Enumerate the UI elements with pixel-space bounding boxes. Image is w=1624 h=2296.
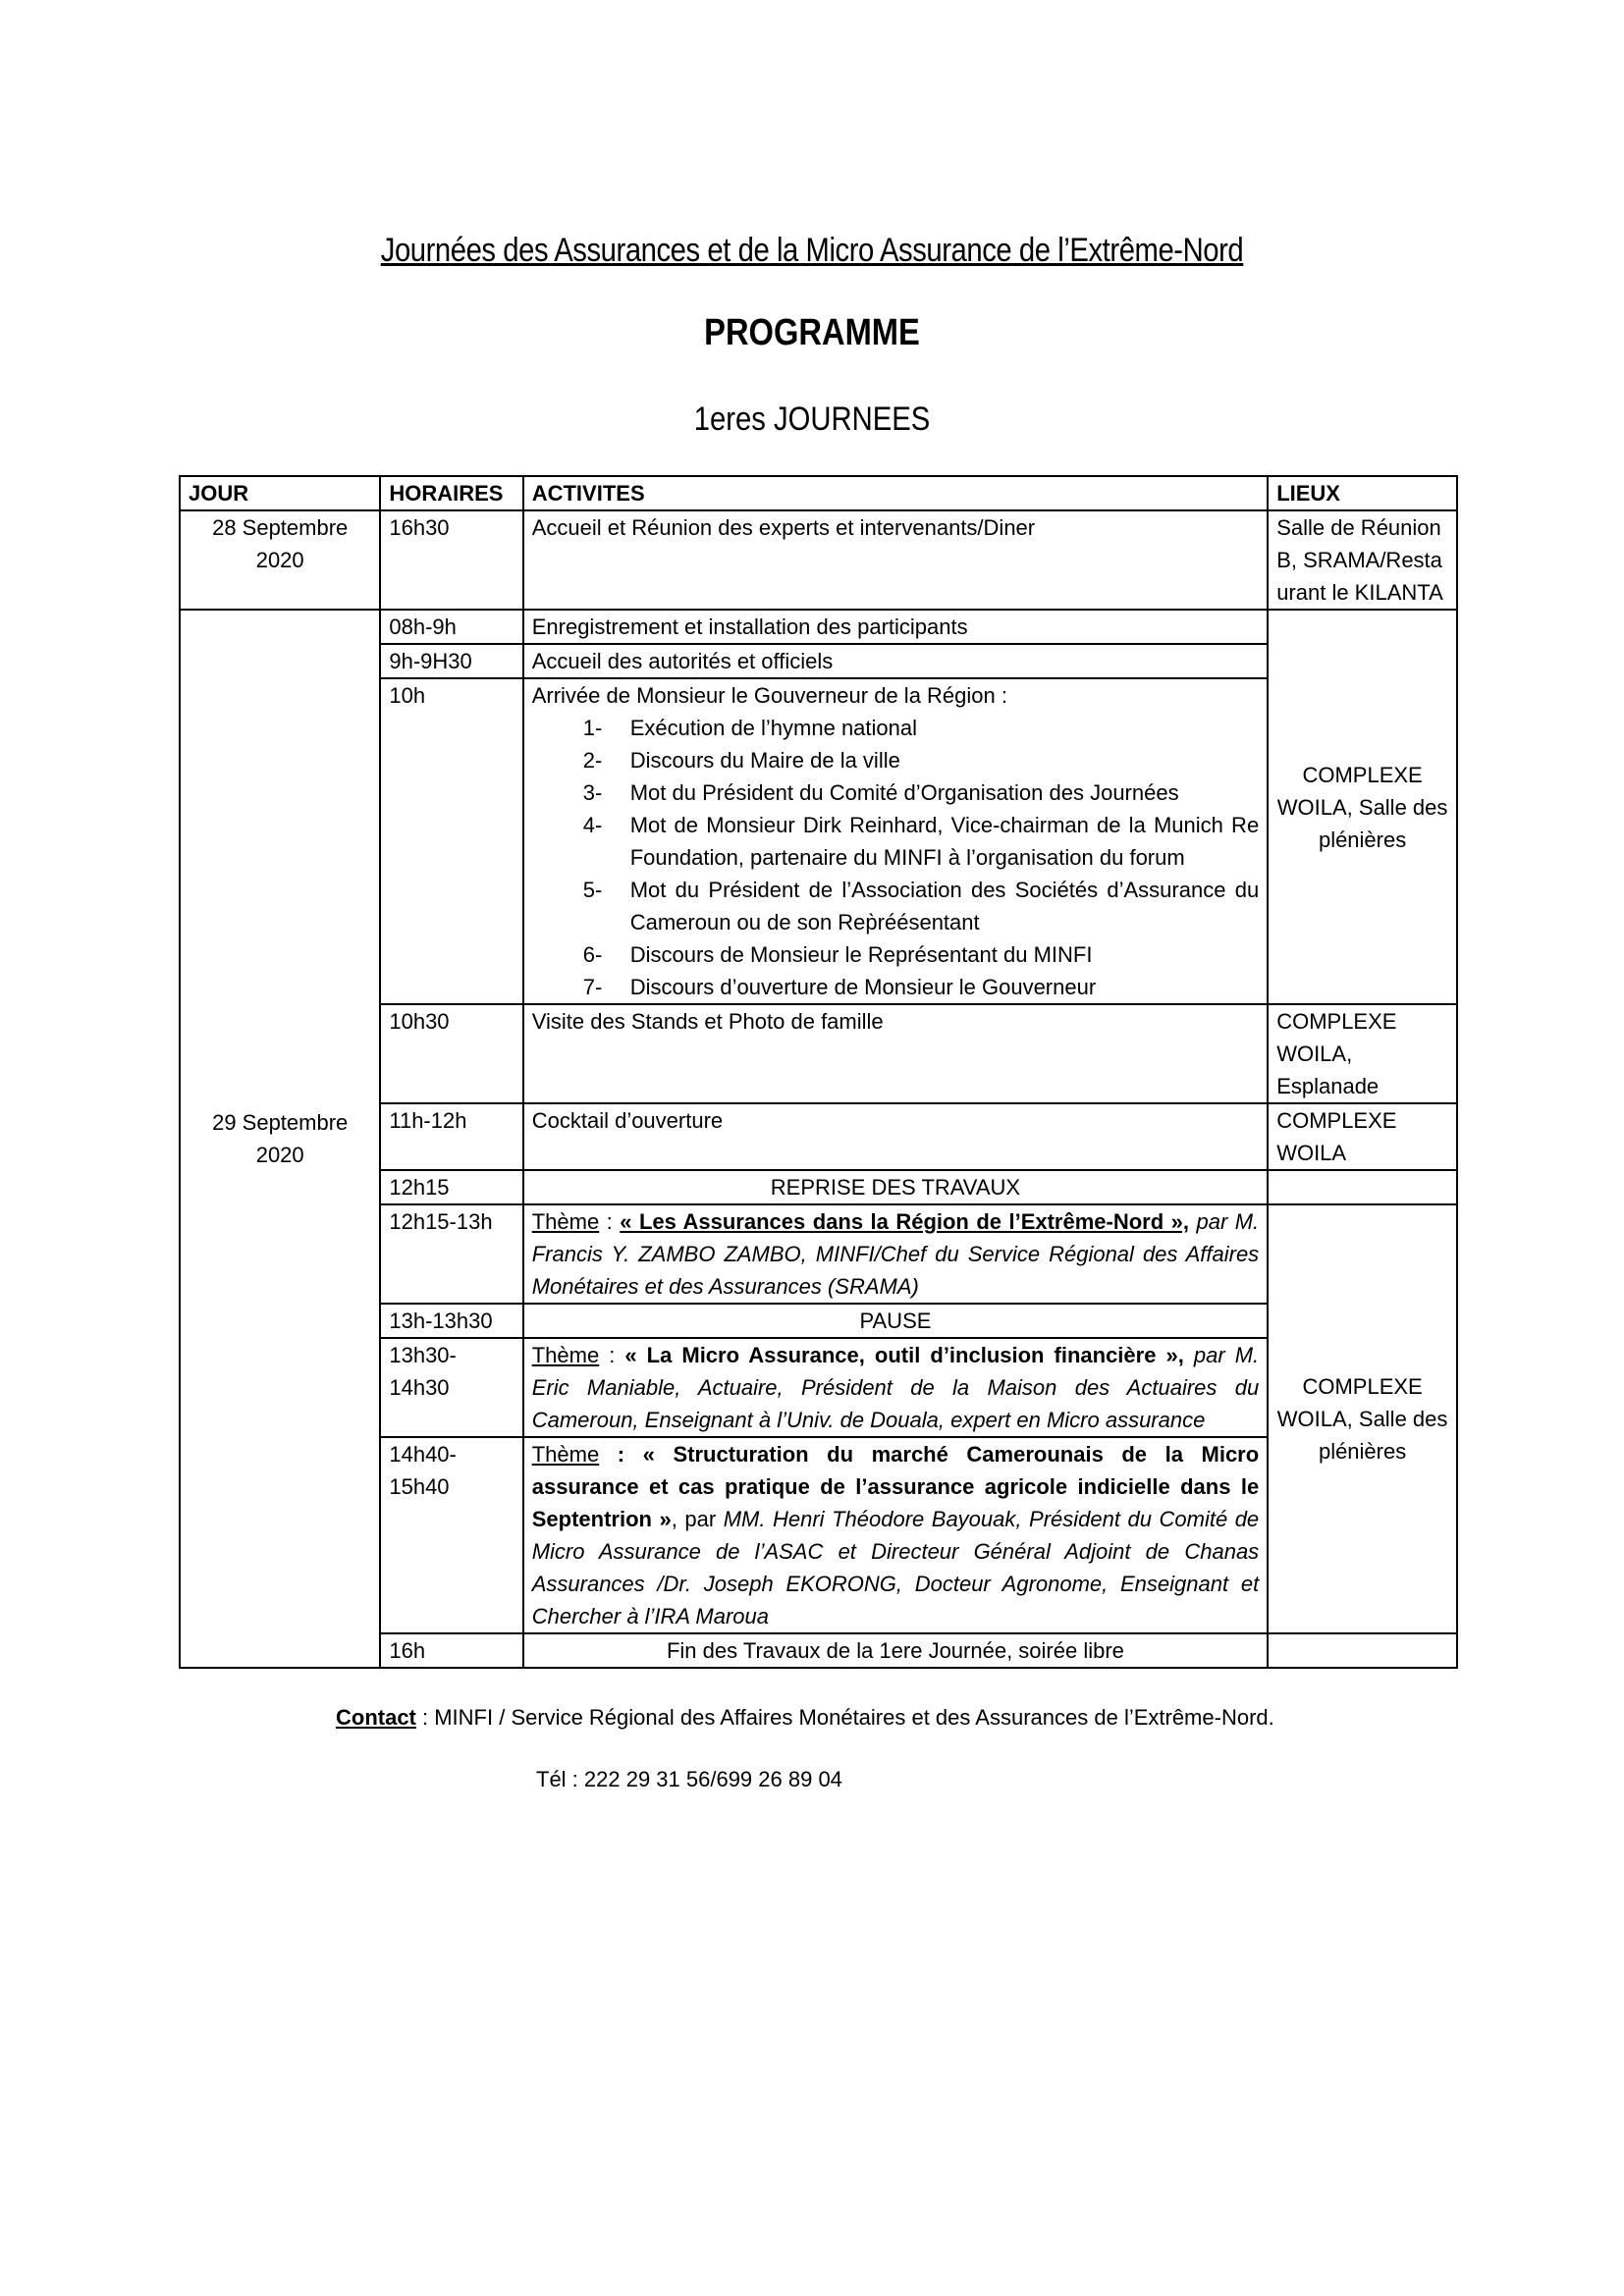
header-activites: ACTIVITES [523,476,1268,510]
list-item: 2- Discours du Maire de la ville [582,748,900,773]
list-item: 5- Mot du Président de l’Association des Sociétés d’Assurance du Cameroun ou de son Rep̀réésentant [582,878,1260,934]
table-row [180,510,1457,610]
programme-table [179,475,1458,1669]
row6-activite: REPRISE DES TRAVAUX [523,1170,1268,1204]
contact-phone: Tél : 222 29 31 56/699 26 89 04 [536,1767,842,1791]
lieu-afternoon: COMPLEXE WOILA, Salle des plénières [1268,1204,1457,1633]
list-item: 3- Mot du Président du Comité d’Organisation des Journées [582,780,1179,805]
row8-horaire: 13h-13h30 [380,1304,522,1338]
header-horaires: HORAIRES [380,476,522,510]
row1-activite: Enregistrement et installation des participants [523,610,1268,644]
row3-activite-intro: Arrivée de Monsieur le Gouverneur de la Région : [531,683,1007,708]
day1-lieu: Salle de Réunion B, SRAMA/Restaurant le KILANTA [1268,510,1457,610]
lieu-cocktail: COMPLEXE WOILA [1268,1103,1457,1170]
row2-activite: Accueil des autorités et officiels [523,644,1268,678]
row7-horaire: 12h15-13h [380,1204,522,1304]
lieu-empty-2 [1268,1633,1457,1668]
row2-horaire: 9h-9H30 [380,644,522,678]
day1-horaire: 16h30 [380,510,522,610]
list-item: 4- Mot de Monsieur Dirk Reinhard, Vice-chairman de la Munich Re Foundation, partenaire du MINFI à l’organisation du forum [582,813,1260,870]
row6-horaire: 12h15 [380,1170,522,1204]
list-item: 7- Discours d’ouverture de Monsieur le Gouverneur [582,975,1097,999]
contact-line [336,1705,1274,1731]
row5-horaire: 11h-12h [380,1103,522,1170]
header-jour: JOUR [180,476,380,510]
day1-jour: 28 Septembre 2020 [180,510,380,610]
programme-heading: PROGRAMME [704,312,920,353]
row7-activite: Thème : « Les Assurances dans la Région de l’Extrême-Nord », par M. Francis Y. ZAMBO ZAMBO, MINFI/Chef du Service Régional des Affaires Monétaires et des Assurances (SRAMA) [523,1204,1268,1304]
row1-horaire: 08h-9h [380,610,522,644]
row4-horaire: 10h30 [380,1004,522,1103]
lieu-esplanade: COMPLEXE WOILA, Esplanade [1268,1004,1457,1103]
row3-horaire: 10h [380,678,522,1004]
row4-activite: Visite des Stands et Photo de famille [523,1004,1268,1103]
table-header-row [180,476,1457,510]
contact-text: : MINFI / Service Régional des Affaires Monétaires et des Assurances de l’Extrême-Nord. [415,1705,1274,1730]
contact-label: Contact [336,1705,416,1730]
row3-activite [523,678,1268,1004]
row10-horaire: 14h40-15h40 [380,1437,522,1633]
programme-subtitle: 1eres JOURNEES [693,400,931,438]
lieu-main: COMPLEXE WOILA, Salle des plénières [1268,610,1457,1004]
list-item: 1- Exécution de l’hymne national [582,716,918,740]
row11-activite: Fin des Travaux de la 1ere Journée, soirée libre [523,1633,1268,1668]
table-row [180,610,1457,644]
ceremony-list [532,712,1259,1003]
row9-activite: Thème : « La Micro Assurance, outil d’inclusion financière », par M. Eric Maniable, Actuaire, Président de la Maison des Actuaires du Cameroun, Enseignant à l’Univ. de Douala, expert en Micro assurance [523,1338,1268,1437]
row11-horaire: 16h [380,1633,522,1668]
list-item: 6- Discours de Monsieur le Représentant du MINFI [582,942,1093,967]
day2-jour: 29 Septembre 2020 [180,610,380,1668]
row8-activite: PAUSE [523,1304,1268,1338]
header-lieux: LIEUX [1268,476,1457,510]
row5-activite: Cocktail d’ouverture [523,1103,1268,1170]
lieu-empty-1 [1268,1170,1457,1204]
row9-horaire: 13h30-14h30 [380,1338,522,1437]
document-title: Journées des Assurances et de la Micro Assurance de l’Extrême-Nord [380,232,1244,269]
day1-activite: Accueil et Réunion des experts et intervenants/Diner [523,510,1268,610]
row10-activite: Thème : « Structuration du marché Camerounais de la Micro assurance et cas pratique de l’assurance agricole indicielle dans le Septentrion », par MM. Henri Théodore Bayouak, Président du Comité de Micro Assurance de l’ASAC et Directeur Général Adjoint de Chanas Assurances /Dr. Joseph EKORONG, Docteur Agronome, Enseignant et Chercher à l’IRA Maroua [523,1437,1268,1633]
